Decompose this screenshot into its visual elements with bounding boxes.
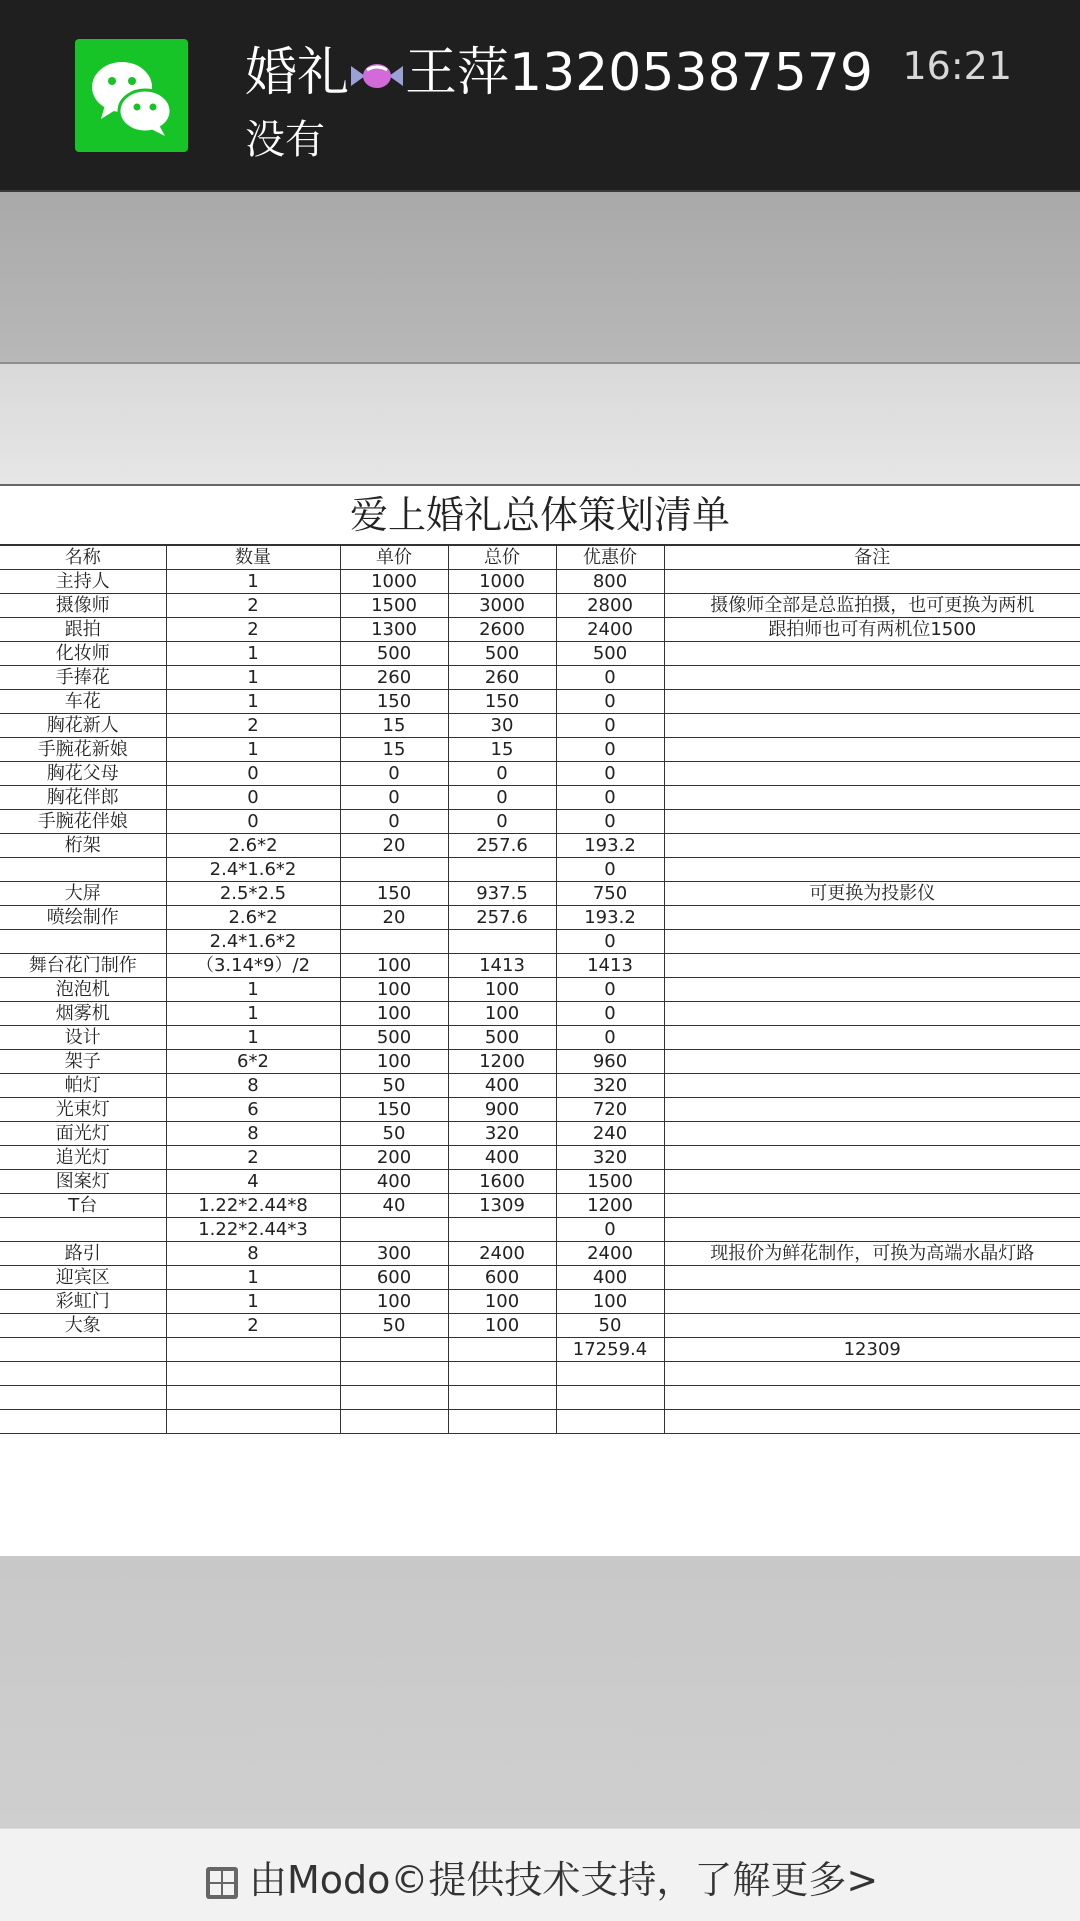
table-cell: 3000	[448, 594, 556, 618]
table-cell: 1	[166, 1290, 340, 1314]
table-cell: 200	[340, 1146, 448, 1170]
table-cell: 1.22*2.44*3	[166, 1218, 340, 1242]
table-cell: 4	[166, 1170, 340, 1194]
table-cell: 150	[340, 690, 448, 714]
table-cell: 0	[340, 810, 448, 834]
table-cell: 设计	[0, 1026, 166, 1050]
table-cell	[664, 930, 1080, 954]
header-qty: 数量	[166, 546, 340, 570]
table-cell: 750	[556, 882, 664, 906]
table-cell: 800	[556, 570, 664, 594]
table-row	[0, 762, 1080, 786]
table-cell	[664, 570, 1080, 594]
table-cell	[340, 1386, 448, 1410]
image-margin-bottom	[0, 1556, 1080, 1828]
table-row	[0, 1122, 1080, 1146]
table-cell	[664, 1218, 1080, 1242]
table-row	[0, 570, 1080, 594]
table-cell	[664, 978, 1080, 1002]
table-cell: 20	[340, 834, 448, 858]
table-row	[0, 1170, 1080, 1194]
table-cell: 1500	[340, 594, 448, 618]
table-cell: 1413	[448, 954, 556, 978]
table-cell: 2600	[448, 618, 556, 642]
table-cell	[664, 642, 1080, 666]
table-cell: 帕灯	[0, 1074, 166, 1098]
table-cell: 面光灯	[0, 1122, 166, 1146]
table-cell: 100	[448, 1290, 556, 1314]
table-cell: 8	[166, 1122, 340, 1146]
table-cell: 2	[166, 714, 340, 738]
table-cell: 架子	[0, 1050, 166, 1074]
table-cell: 1500	[556, 1170, 664, 1194]
table-cell: 胸花新人	[0, 714, 166, 738]
table-row	[0, 1074, 1080, 1098]
table-row	[0, 786, 1080, 810]
table-cell: 50	[340, 1122, 448, 1146]
table-row	[0, 978, 1080, 1002]
table-cell: 320	[556, 1146, 664, 1170]
table-cell: 0	[448, 762, 556, 786]
table-cell: 舞台花门制作	[0, 954, 166, 978]
table-cell	[664, 1170, 1080, 1194]
table-cell: 2400	[556, 1242, 664, 1266]
table-cell: 0	[556, 1002, 664, 1026]
table-cell: 1.22*2.44*8	[166, 1194, 340, 1218]
table-cell	[166, 1338, 340, 1362]
table-cell	[664, 1146, 1080, 1170]
table-cell: 20	[340, 906, 448, 930]
table-cell	[340, 858, 448, 882]
table-cell: 主持人	[0, 570, 166, 594]
notification-time: 16:21	[902, 44, 1012, 88]
notification-message: 没有	[245, 117, 325, 163]
table-row	[0, 834, 1080, 858]
table-row	[0, 1242, 1080, 1266]
table-cell: 937.5	[448, 882, 556, 906]
table-cell: （3.14*9）/2	[166, 954, 340, 978]
table-cell	[556, 1410, 664, 1434]
table-cell: 150	[340, 1098, 448, 1122]
table-cell: 2400	[448, 1242, 556, 1266]
table-cell: 1	[166, 642, 340, 666]
notification-bar[interactable]	[0, 0, 1080, 192]
table-cell: 260	[340, 666, 448, 690]
table-header-row	[0, 546, 1080, 570]
table-cell: 900	[448, 1098, 556, 1122]
table-cell	[664, 1002, 1080, 1026]
candy-icon	[349, 56, 405, 96]
table-cell: 100	[340, 954, 448, 978]
table-cell: 1	[166, 666, 340, 690]
modo-icon	[205, 1866, 239, 1900]
table-cell: 2.6*2	[166, 906, 340, 930]
table-cell	[664, 666, 1080, 690]
table-cell: 1	[166, 738, 340, 762]
table-cell: 1000	[448, 570, 556, 594]
table-cell: 150	[448, 690, 556, 714]
table-cell	[0, 1386, 166, 1410]
table-cell: 追光灯	[0, 1146, 166, 1170]
table-cell: 2.6*2	[166, 834, 340, 858]
table-cell: 320	[448, 1122, 556, 1146]
spreadsheet-image[interactable]	[0, 484, 1080, 1558]
table-cell	[664, 906, 1080, 930]
footer-text: 由Modo©提供技术支持，了解更多>	[249, 1858, 879, 1902]
header-discount: 优惠价	[556, 546, 664, 570]
table-row	[0, 666, 1080, 690]
table-cell	[166, 1362, 340, 1386]
table-cell	[664, 954, 1080, 978]
modo-footer-link[interactable]	[0, 1828, 1080, 1921]
table-row	[0, 1266, 1080, 1290]
table-cell	[448, 1386, 556, 1410]
table-cell: 500	[340, 1026, 448, 1050]
table-cell: 现报价为鲜花制作，可换为高端水晶灯路	[664, 1242, 1080, 1266]
table-row	[0, 954, 1080, 978]
table-cell: 2	[166, 1314, 340, 1338]
table-cell	[664, 1410, 1080, 1434]
table-cell	[664, 738, 1080, 762]
table-row	[0, 1002, 1080, 1026]
table-cell	[664, 714, 1080, 738]
table-row	[0, 1026, 1080, 1050]
table-row	[0, 1146, 1080, 1170]
table-cell	[664, 762, 1080, 786]
table-cell: 100	[340, 1050, 448, 1074]
table-cell: 大象	[0, 1314, 166, 1338]
table-row	[0, 1410, 1080, 1434]
header-total: 总价	[448, 546, 556, 570]
table-cell: 跟拍	[0, 618, 166, 642]
table-cell	[340, 1218, 448, 1242]
table-cell	[664, 834, 1080, 858]
table-cell: 泡泡机	[0, 978, 166, 1002]
table-cell	[664, 1362, 1080, 1386]
table-row	[0, 1338, 1080, 1362]
table-row	[0, 906, 1080, 930]
table-cell: 2	[166, 594, 340, 618]
table-cell: 路引	[0, 1242, 166, 1266]
table-cell	[664, 786, 1080, 810]
table-cell: 0	[556, 1218, 664, 1242]
table-row	[0, 882, 1080, 906]
table-cell	[664, 1050, 1080, 1074]
table-cell	[448, 1338, 556, 1362]
table-cell: 257.6	[448, 906, 556, 930]
table-cell: 1	[166, 978, 340, 1002]
table-cell: 0	[556, 978, 664, 1002]
table-cell: 2800	[556, 594, 664, 618]
contact-text: 王萍13205387579	[405, 43, 873, 103]
table-cell: 100	[340, 1290, 448, 1314]
table-cell: 600	[340, 1266, 448, 1290]
table-cell: 960	[556, 1050, 664, 1074]
table-row	[0, 642, 1080, 666]
table-cell	[448, 858, 556, 882]
table-cell: 320	[556, 1074, 664, 1098]
table-cell: 100	[556, 1290, 664, 1314]
table-cell: 600	[448, 1266, 556, 1290]
table-row	[0, 1362, 1080, 1386]
table-cell: 0	[448, 786, 556, 810]
table-cell: 193.2	[556, 906, 664, 930]
table-cell: 摄像师	[0, 594, 166, 618]
table-cell: 400	[448, 1074, 556, 1098]
table-cell	[664, 1314, 1080, 1338]
table-cell: 1300	[340, 618, 448, 642]
table-row	[0, 1290, 1080, 1314]
table-row	[0, 714, 1080, 738]
table-cell: 0	[166, 762, 340, 786]
table-cell: 6	[166, 1098, 340, 1122]
table-cell: 1413	[556, 954, 664, 978]
table-cell: 摄像师全部是总监拍摄，也可更换为两机	[664, 594, 1080, 618]
table-cell: 100	[340, 978, 448, 1002]
table-cell: 6*2	[166, 1050, 340, 1074]
table-cell: 150	[340, 882, 448, 906]
wechat-icon	[75, 39, 188, 152]
table-cell: 0	[166, 786, 340, 810]
table-cell: 跟拍师也可有两机位1500	[664, 618, 1080, 642]
table-cell	[166, 1386, 340, 1410]
table-cell	[340, 1338, 448, 1362]
table-cell: 100	[448, 1002, 556, 1026]
table-cell: 手腕花伴娘	[0, 810, 166, 834]
table-cell: 1	[166, 570, 340, 594]
table-cell: 手腕花新娘	[0, 738, 166, 762]
table-cell: 15	[340, 714, 448, 738]
table-cell: 30	[448, 714, 556, 738]
table-cell	[664, 690, 1080, 714]
table-cell: 1	[166, 1026, 340, 1050]
table-cell	[448, 1362, 556, 1386]
table-cell	[664, 1266, 1080, 1290]
table-cell: 0	[556, 786, 664, 810]
table-cell: 50	[340, 1074, 448, 1098]
table-cell: 0	[340, 762, 448, 786]
table-cell: 50	[340, 1314, 448, 1338]
table-cell: 手捧花	[0, 666, 166, 690]
header-name: 名称	[0, 546, 166, 570]
table-row	[0, 1098, 1080, 1122]
table-cell: 0	[448, 810, 556, 834]
table-cell: 1	[166, 1002, 340, 1026]
table-cell: 1	[166, 690, 340, 714]
table-cell: 2.4*1.6*2	[166, 930, 340, 954]
image-margin-light	[0, 364, 1080, 484]
table-cell	[664, 810, 1080, 834]
table-cell: 257.6	[448, 834, 556, 858]
table-cell: 图案灯	[0, 1170, 166, 1194]
table-cell	[0, 1218, 166, 1242]
table-cell: 40	[340, 1194, 448, 1218]
table-cell: 100	[448, 1314, 556, 1338]
table-cell: 迎宾区	[0, 1266, 166, 1290]
table-cell: 300	[340, 1242, 448, 1266]
table-cell: 2400	[556, 618, 664, 642]
table-cell	[166, 1410, 340, 1434]
sheet-title: 爱上婚礼总体策划清单	[0, 486, 1080, 546]
title-text: 婚礼	[245, 43, 350, 103]
table-cell: 400	[340, 1170, 448, 1194]
table-cell: 50	[556, 1314, 664, 1338]
table-cell: 0	[556, 858, 664, 882]
table-cell	[664, 1026, 1080, 1050]
table-row	[0, 738, 1080, 762]
table-cell: 0	[556, 690, 664, 714]
table-cell: 桁架	[0, 834, 166, 858]
table-cell	[340, 1410, 448, 1434]
table-cell	[664, 1386, 1080, 1410]
table-cell: 2	[166, 1146, 340, 1170]
table-cell: 8	[166, 1242, 340, 1266]
table-cell: 0	[556, 762, 664, 786]
table-cell: 0	[340, 786, 448, 810]
table-row	[0, 930, 1080, 954]
table-cell: 15	[448, 738, 556, 762]
table-row	[0, 858, 1080, 882]
table-row	[0, 1050, 1080, 1074]
table-cell	[0, 858, 166, 882]
table-cell: 1200	[556, 1194, 664, 1218]
table-cell: 车花	[0, 690, 166, 714]
table-cell: 胸花伴郎	[0, 786, 166, 810]
table-cell: 彩虹门	[0, 1290, 166, 1314]
table-cell: 240	[556, 1122, 664, 1146]
table-cell: 1200	[448, 1050, 556, 1074]
notification-title	[245, 30, 873, 105]
table-cell: 8	[166, 1074, 340, 1098]
table-cell	[448, 1218, 556, 1242]
table-row	[0, 1194, 1080, 1218]
table-cell: 0	[166, 810, 340, 834]
table-cell: 1600	[448, 1170, 556, 1194]
table-cell: 0	[556, 666, 664, 690]
table-cell	[340, 1362, 448, 1386]
table-cell	[664, 858, 1080, 882]
table-cell: 1000	[340, 570, 448, 594]
table-cell: 2.5*2.5	[166, 882, 340, 906]
table-cell: 17259.4	[556, 1338, 664, 1362]
table-row	[0, 618, 1080, 642]
table-cell: 2	[166, 618, 340, 642]
table-cell	[0, 930, 166, 954]
table-cell	[0, 1410, 166, 1434]
table-cell: 喷绘制作	[0, 906, 166, 930]
table-row	[0, 594, 1080, 618]
table-cell: 胸花父母	[0, 762, 166, 786]
table-cell: 0	[556, 810, 664, 834]
table-row	[0, 690, 1080, 714]
table-cell	[448, 930, 556, 954]
table-cell: 化妆师	[0, 642, 166, 666]
table-cell	[556, 1362, 664, 1386]
table-cell	[664, 1194, 1080, 1218]
table-cell: 大屏	[0, 882, 166, 906]
table-cell: 0	[556, 738, 664, 762]
table-cell: 12309	[664, 1338, 1080, 1362]
table-cell: 193.2	[556, 834, 664, 858]
table-cell	[664, 1122, 1080, 1146]
table-cell: 0	[556, 714, 664, 738]
table-cell: 0	[556, 1026, 664, 1050]
table-cell: 15	[340, 738, 448, 762]
table-cell: 400	[448, 1146, 556, 1170]
table-cell: 1	[166, 1266, 340, 1290]
table-cell	[664, 1098, 1080, 1122]
table-cell: 2.4*1.6*2	[166, 858, 340, 882]
table-cell	[556, 1386, 664, 1410]
table-cell: 1309	[448, 1194, 556, 1218]
table-cell: 光束灯	[0, 1098, 166, 1122]
table-cell: 500	[448, 1026, 556, 1050]
table-row	[0, 1386, 1080, 1410]
table-cell	[664, 1290, 1080, 1314]
table-cell: 100	[340, 1002, 448, 1026]
table-cell: 100	[448, 978, 556, 1002]
table-cell	[664, 1074, 1080, 1098]
table-cell: 可更换为投影仪	[664, 882, 1080, 906]
table-cell: 0	[556, 930, 664, 954]
table-cell	[0, 1362, 166, 1386]
header-remarks: 备注	[664, 546, 1080, 570]
table-cell	[448, 1410, 556, 1434]
table-cell: 400	[556, 1266, 664, 1290]
table-cell	[0, 1338, 166, 1362]
header-unit-price: 单价	[340, 546, 448, 570]
table-row	[0, 1314, 1080, 1338]
table-cell: 500	[340, 642, 448, 666]
image-margin-top	[0, 192, 1080, 364]
table-cell	[340, 930, 448, 954]
table-row	[0, 810, 1080, 834]
table-cell: 720	[556, 1098, 664, 1122]
table-cell: 500	[448, 642, 556, 666]
table-row	[0, 1218, 1080, 1242]
table-cell: 500	[556, 642, 664, 666]
table-cell: 烟雾机	[0, 1002, 166, 1026]
plan-table	[0, 546, 1080, 1434]
table-cell: 260	[448, 666, 556, 690]
table-cell: T台	[0, 1194, 166, 1218]
